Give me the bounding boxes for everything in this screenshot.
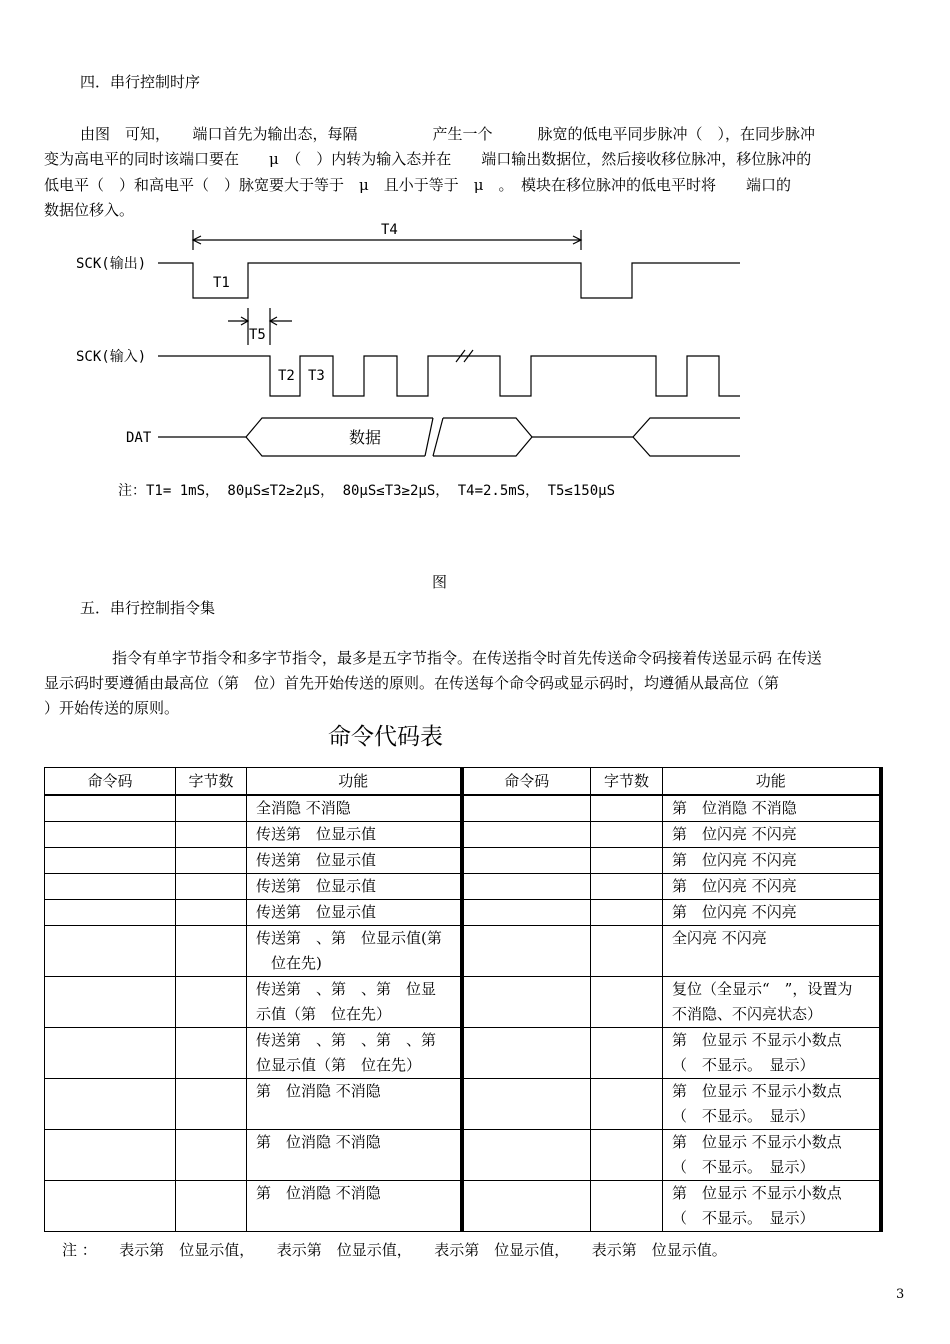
dat-waveform-bus xyxy=(246,418,433,437)
t4-label: T4 xyxy=(381,222,398,238)
cell-byte-count-2 xyxy=(591,900,663,926)
cell-function: 传送第 位显示值 xyxy=(247,900,462,926)
sck-input-waveform xyxy=(158,356,740,396)
table-header-row xyxy=(45,768,881,796)
cell-command-code xyxy=(45,848,176,874)
cell-function-2: 第 位消隐 不消隐 xyxy=(663,795,881,822)
cell-command-code-2 xyxy=(462,1079,591,1130)
cell-byte-count-2 xyxy=(591,1130,663,1181)
cell-command-code-2 xyxy=(462,822,591,848)
cell-byte-count-2 xyxy=(591,1028,663,1079)
table-title: 命令代码表 xyxy=(328,724,443,750)
section-5-paragraph-line-3: ）开始传送的原则。 xyxy=(44,699,180,717)
header-command-code-2: 命令码 xyxy=(462,768,591,796)
table-row xyxy=(45,822,881,848)
cell-command-code-2 xyxy=(462,795,591,822)
sck-output-waveform xyxy=(158,263,740,298)
header-byte-count-2: 字节数 xyxy=(591,768,663,796)
sck-output-label: SCK(输出) xyxy=(76,256,147,272)
table-row xyxy=(45,926,881,977)
cell-command-code-2 xyxy=(462,900,591,926)
cell-command-code xyxy=(45,977,176,1028)
cell-command-code xyxy=(45,1079,176,1130)
table-row xyxy=(45,1079,881,1130)
cell-function-2: 第 位闪亮 不闪亮 xyxy=(663,848,881,874)
cell-byte-count-2 xyxy=(591,977,663,1028)
cell-byte-count xyxy=(176,1181,247,1232)
cell-command-code-2 xyxy=(462,1181,591,1232)
cell-function-2: 复位（全显示“ ”，设置为 不消隐、不闪亮状态） xyxy=(663,977,881,1028)
cell-function-2: 第 位闪亮 不闪亮 xyxy=(663,874,881,900)
section-4-paragraph-line-1: 由图 可知， 端口首先为输出态，每隔 产生一个 脉宽的低电平同步脉冲（ ），在同步脉冲 xyxy=(80,125,816,143)
cell-function-2: 第 位闪亮 不闪亮 xyxy=(663,900,881,926)
cell-function-2: 第 位显示 不显示小数点 （ 不显示。 显示） xyxy=(663,1130,881,1181)
cell-function-2: 第 位显示 不显示小数点 （ 不显示。 显示） xyxy=(663,1079,881,1130)
cell-command-code-2 xyxy=(462,926,591,977)
cell-function: 传送第 、第 位显示值(第 位在先) xyxy=(247,926,462,977)
cell-command-code-2 xyxy=(462,1028,591,1079)
cell-byte-count-2 xyxy=(591,926,663,977)
section-4-paragraph-line-2: 变为高电平的同时该端口要在 μ （ ）内转为输入态并在 端口输出数据位，然后接收移位脉冲，移位脉冲的 xyxy=(44,150,812,168)
section-4-heading: 四．串行控制时序 xyxy=(80,73,201,91)
table-row xyxy=(45,1028,881,1079)
cell-function-2: 第 位闪亮 不闪亮 xyxy=(663,822,881,848)
command-code-table xyxy=(44,767,883,1232)
cell-byte-count-2 xyxy=(591,874,663,900)
cell-function: 全消隐 不消隐 xyxy=(247,795,462,822)
header-function: 功能 xyxy=(247,768,462,796)
cell-function: 传送第 位显示值 xyxy=(247,822,462,848)
cell-command-code-2 xyxy=(462,874,591,900)
dat-label: DAT xyxy=(126,430,152,446)
header-byte-count: 字节数 xyxy=(176,768,247,796)
cell-byte-count xyxy=(176,926,247,977)
t3-label: T3 xyxy=(308,368,325,384)
cell-command-code xyxy=(45,1130,176,1181)
cell-function: 传送第 位显示值 xyxy=(247,848,462,874)
cell-command-code xyxy=(45,1028,176,1079)
table-row xyxy=(45,874,881,900)
cell-byte-count xyxy=(176,1130,247,1181)
cell-command-code-2 xyxy=(462,848,591,874)
t1-label: T1 xyxy=(213,275,230,291)
t5-label: T5 xyxy=(249,327,266,343)
sck-input-label: SCK(输入) xyxy=(76,349,147,365)
cell-function-2: 第 位显示 不显示小数点 （ 不显示。 显示） xyxy=(663,1181,881,1232)
cell-command-code xyxy=(45,926,176,977)
cell-byte-count-2 xyxy=(591,1181,663,1232)
cell-byte-count-2 xyxy=(591,795,663,822)
cell-byte-count-2 xyxy=(591,822,663,848)
cell-command-code xyxy=(45,822,176,848)
cell-function: 第 位消隐 不消隐 xyxy=(247,1181,462,1232)
cell-byte-count xyxy=(176,1079,247,1130)
header-command-code: 命令码 xyxy=(45,768,176,796)
table-row xyxy=(45,848,881,874)
cell-function-2: 第 位显示 不显示小数点 （ 不显示。 显示） xyxy=(663,1028,881,1079)
timing-diagram xyxy=(0,0,950,540)
data-label: 数据 xyxy=(349,428,382,447)
section-5-paragraph-line-1: 指令有单字节指令和多字节指令，最多是五字节指令。在传送指令时首先传送命令码接着传送显示码 在传送 xyxy=(112,649,822,667)
cell-function-2: 全闪亮 不闪亮 xyxy=(663,926,881,977)
table-row xyxy=(45,1181,881,1232)
cell-function: 第 位消隐 不消隐 xyxy=(247,1079,462,1130)
table-row xyxy=(45,977,881,1028)
section-5-heading: 五．串行控制指令集 xyxy=(80,599,216,617)
section-5-paragraph-line-2: 显示码时要遵循由最高位（第 位）首先开始传送的原则。在传送每个命令码或显示码时，均遵循从最高位（第 xyxy=(44,674,780,692)
cell-byte-count-2 xyxy=(591,1079,663,1130)
cell-byte-count xyxy=(176,874,247,900)
cell-byte-count xyxy=(176,977,247,1028)
t2-label: T2 xyxy=(278,368,295,384)
section-4-paragraph-line-4: 数据位移入。 xyxy=(44,201,135,219)
cell-function: 传送第 、第 、第 位显 示值（第 位在先） xyxy=(247,977,462,1028)
cell-command-code-2 xyxy=(462,977,591,1028)
table-note: 注 ： 表示第 位显示值， 表示第 位显示值， 表示第 位显示值， 表示第 位显示值。 xyxy=(62,1241,727,1259)
cell-byte-count xyxy=(176,1028,247,1079)
cell-function: 传送第 位显示值 xyxy=(247,874,462,900)
cell-byte-count xyxy=(176,900,247,926)
page-number: 3 xyxy=(896,1287,905,1302)
timing-note: 注：T1= 1mS， 80μS≤T2≥2μS， 80μS≤T3≥2μS， T4=2.5mS， T5≤150μS xyxy=(118,483,616,499)
cell-byte-count xyxy=(176,822,247,848)
table-row xyxy=(45,900,881,926)
cell-byte-count xyxy=(176,795,247,822)
cell-command-code-2 xyxy=(462,1130,591,1181)
cell-function: 第 位消隐 不消隐 xyxy=(247,1130,462,1181)
cell-byte-count xyxy=(176,848,247,874)
table-row xyxy=(45,1130,881,1181)
cell-command-code xyxy=(45,1181,176,1232)
cell-command-code xyxy=(45,900,176,926)
table-row xyxy=(45,795,881,822)
figure-caption: 图 xyxy=(432,573,448,591)
section-4-paragraph-line-3: 低电平（ ）和高电平（ ）脉宽要大于等于 μ 且小于等于 μ 。 模块在移位脉冲的低电平时将 端口的 xyxy=(44,176,792,194)
cell-function: 传送第 、第 、第 、第 位显示值（第 位在先） xyxy=(247,1028,462,1079)
cell-byte-count-2 xyxy=(591,848,663,874)
cell-command-code xyxy=(45,874,176,900)
header-function-2: 功能 xyxy=(663,768,881,796)
cell-command-code xyxy=(45,795,176,822)
